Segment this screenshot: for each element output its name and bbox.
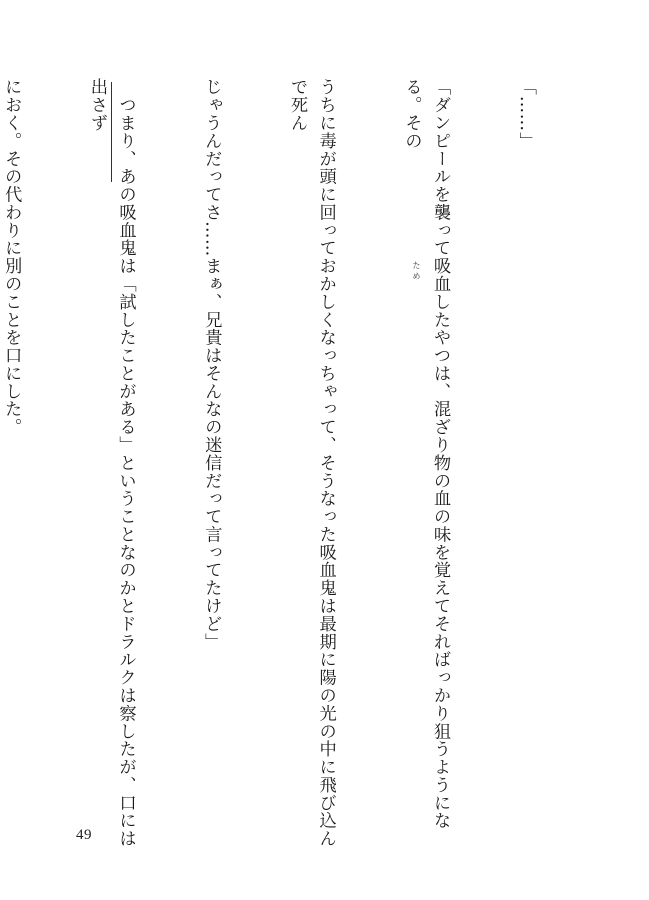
text-line: じゃうんだってさ……まぁ、兄貴はそんなの迷信だって言ってたけど」 [201, 78, 222, 651]
divider-rule [111, 82, 112, 182]
text-line: 「ダンピールを襲って吸血したやつは、混ざり物の血の味を覚えてそればっかり狙うようになる。その [401, 78, 451, 830]
text-line: つまり、あの吸血鬼は「試したことがある」ということなのかとドラルクは察したが、口には出さず [86, 78, 136, 848]
text-line: におく。その代わりに別のことを口にした。 [1, 78, 22, 436]
ruby-annotation: ため [412, 261, 421, 283]
text-line: 「……」 [515, 78, 536, 150]
text-line: うちに毒が頭に回っておかしくなっちゃって、そうなった吸血鬼は最期に陽の光の中に飛び込んで死ん [287, 78, 336, 848]
vertical-text-body [0, 78, 597, 848]
page-number: 49 [76, 827, 92, 843]
